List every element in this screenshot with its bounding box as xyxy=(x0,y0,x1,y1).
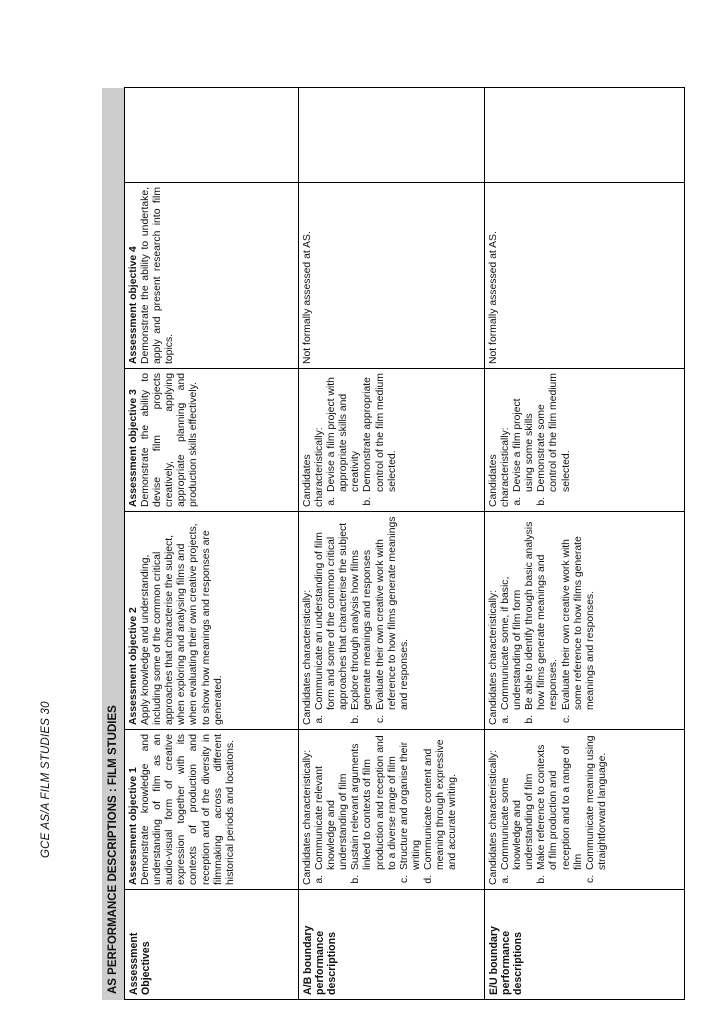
ab-ao2-intro: Candidates characteristically: xyxy=(302,589,313,725)
eu-ao4-cell: Not formally assessed at AS. xyxy=(485,183,685,369)
list-item: c. Evaluate their own creative work with reference to how films generate meanings and responses. xyxy=(375,516,411,712)
eu-ao3-cell xyxy=(485,369,685,512)
ao4-title: Assessment objective 4 xyxy=(128,246,139,364)
eu-ao1-intro: Candidates characteristically: xyxy=(488,749,499,885)
list-item: b. Explore through analysis how films generate meanings and responses xyxy=(350,516,374,712)
row-header-ab: A/B boundary performance descriptions xyxy=(299,890,485,1000)
ab-ao4-cell: Not formally assessed at AS. xyxy=(299,183,485,369)
list-item: c. Evaluate their own creative work with some reference to how films generate meanings and responses. xyxy=(561,516,597,712)
blank-cell xyxy=(125,88,299,183)
ao2-text: Apply knowledge and understanding, including some of the common critical approaches that characterise the subject, when exploring and analysing films and when evaluating their own creative projects, to show how meanings and responses are generated. xyxy=(140,523,224,725)
ao3-cell xyxy=(125,369,299,512)
list-item: a. Communicate some knowledge and understanding of film xyxy=(500,734,536,872)
objectives-row xyxy=(125,88,299,1000)
eu-ao2-list xyxy=(500,516,597,725)
ab-ao3-list xyxy=(326,373,399,507)
ao4-text: Demonstrate the ability to undertake, apply and present research into film topics. xyxy=(140,187,176,364)
eu-ao2-cell xyxy=(485,512,685,730)
blank-cell xyxy=(485,88,685,183)
list-item: c. Structure and organise their writing xyxy=(399,734,423,872)
eu-ao3-intro: Candidates characteristically: xyxy=(488,427,512,507)
ao2-cell xyxy=(125,512,299,730)
list-item: b. Make reference to contexts of film production and reception and to a range of film xyxy=(536,734,584,872)
row-header-eu: E/U boundary performance descriptions xyxy=(485,890,685,1000)
ab-ao1-list xyxy=(314,734,459,885)
eu-ao3-list xyxy=(512,373,572,507)
performance-descriptions-table xyxy=(124,87,685,1000)
blank-cell xyxy=(299,88,485,183)
ab-ao3-cell xyxy=(299,369,485,512)
ab-ao2-list xyxy=(314,516,411,725)
ab-ao3-intro: Candidates characteristically: xyxy=(302,427,326,507)
list-item: b. Demonstrate appropriate control of the film medium selected. xyxy=(362,373,398,494)
eu-ao1-cell xyxy=(485,730,685,890)
list-item: c. Communicate meaning using straightforward language. xyxy=(585,734,609,872)
ab-ao1-cell xyxy=(299,730,485,890)
list-item: b. Demonstrate some control of the film medium selected. xyxy=(536,373,572,494)
list-item: b. Sustain relevant arguments linked to contexts of film production and reception and to a diverse range of film xyxy=(350,734,398,872)
ao2-title: Assessment objective 2 xyxy=(128,607,139,725)
ab-ao1-intro: Candidates characteristically: xyxy=(302,749,313,885)
list-item: a. Communicate relevant knowledge and understanding of film xyxy=(314,734,350,872)
eu-boundary-row xyxy=(485,88,685,1000)
list-item: a. Communicate some, if basic, understanding of film form xyxy=(500,516,524,712)
row-header-objectives: Assessment Objectives xyxy=(125,890,299,1000)
list-item: a. Devise a film project using some skills xyxy=(512,373,536,494)
section-banner: AS PERFORMANCE DESCRIPTIONS : FILM STUDIES xyxy=(102,88,124,1000)
running-header: GCE AS/A FILM STUDIES 30 xyxy=(40,701,52,858)
ao3-text: Demonstrate the ability to devise film projects creatively, applying appropriate planning and production skills effectively. xyxy=(140,373,200,507)
rotated-page-content xyxy=(102,88,710,1000)
list-item: b. Be able to identify through basic analysis how films generate meanings and responses. xyxy=(524,516,560,712)
ao1-cell xyxy=(125,730,299,890)
ao1-text: Demonstrate knowledge and understanding of film as an audio-visual form of creative expression together with its contexts of production and reception and of the diversity in filmmaking across different historical periods and locations. xyxy=(140,734,236,885)
ao3-title: Assessment objective 3 xyxy=(128,389,139,507)
eu-ao2-intro: Candidates characteristically: xyxy=(488,589,499,725)
ao4-cell xyxy=(125,183,299,369)
ao1-title: Assessment objective 1 xyxy=(128,767,139,885)
list-item: a. Communicate an understanding of film form and some of the common critical approaches that characterise the subject xyxy=(314,516,350,712)
ab-ao2-cell xyxy=(299,512,485,730)
list-item: d. Communicate content and meaning through expressive and accurate writing. xyxy=(423,734,459,872)
ab-boundary-row xyxy=(299,88,485,1000)
eu-ao1-list xyxy=(500,734,609,885)
list-item: a. Devise a film project with appropriate skills and creativity xyxy=(326,373,362,494)
